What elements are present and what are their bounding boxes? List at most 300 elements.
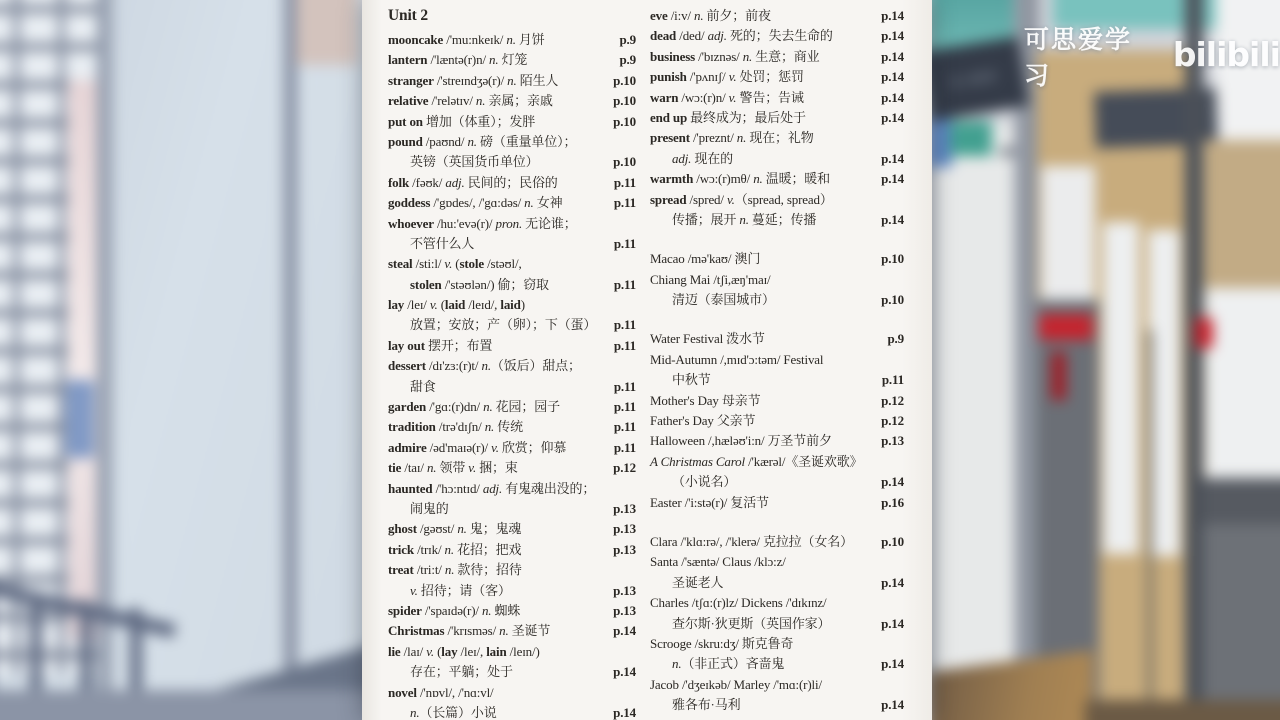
text-run: stranger: [388, 72, 434, 88]
text-run: (: [452, 256, 460, 272]
text-run: 雅各布·马利: [672, 697, 741, 713]
text-run: n.: [672, 656, 682, 672]
text-run: 传播；展开: [672, 211, 740, 227]
page-ref: p.11: [613, 317, 636, 333]
text-run: warn: [650, 89, 679, 105]
text-run: /wɔ:(r)n/: [678, 89, 729, 105]
vocab-text: [388, 540, 521, 560]
vocab-line: [388, 152, 636, 172]
vocab-text: [388, 214, 577, 234]
vocab-text: [650, 249, 760, 269]
vocab-text: [650, 411, 755, 431]
vocab-text: [410, 703, 497, 720]
vocab-line: [650, 634, 904, 654]
text-run: /gəʊst/: [416, 521, 458, 537]
page-ref: p.11: [613, 439, 636, 455]
vocab-text: [388, 336, 492, 356]
vocab-line: [650, 411, 904, 431]
page-ref: p.13: [613, 602, 636, 618]
text-run: 磅（重量单位）；: [476, 133, 577, 149]
vocab-text: [410, 152, 539, 172]
vocab-line: [388, 71, 636, 91]
text-run: adj.: [482, 480, 503, 496]
text-run: garden: [388, 399, 427, 415]
vocab-text: [650, 452, 862, 472]
text-run: laid: [444, 297, 466, 313]
vocab-line: [650, 370, 904, 390]
vocab-text: [650, 532, 853, 552]
text-run: admire: [388, 439, 427, 455]
vocab-text: [388, 560, 522, 580]
corridor-pillar-2: [1185, 0, 1203, 720]
text-run: adj.: [672, 150, 692, 166]
page-ref: p.9: [619, 32, 636, 47]
text-run: ghost: [388, 521, 417, 537]
page-ref: p.11: [613, 419, 636, 435]
vocab-text: [672, 472, 736, 492]
page-ref: p.14: [613, 664, 636, 680]
top-left-object: [296, 0, 358, 65]
text-run: Mid-Autumn /,mɪd'ɔ:təm/ Festival: [650, 351, 824, 367]
text-run: laid: [500, 297, 521, 313]
text-run: pound: [388, 133, 423, 149]
vocab-column-right: [650, 6, 904, 716]
text-run: trick: [388, 541, 414, 557]
text-run: /'krɪsməs/: [444, 623, 500, 639]
text-run: n.: [484, 419, 495, 435]
text-run: 现在；礼物: [746, 130, 814, 146]
text-run: n.: [739, 211, 749, 227]
text-run: 花园；园子: [492, 399, 560, 415]
text-run: (: [433, 643, 442, 659]
text-run: /sti:l/: [412, 256, 445, 272]
page-ref: p.14: [881, 48, 904, 64]
page-ref: p.16: [881, 494, 904, 510]
text-run: eve: [650, 8, 668, 23]
vocab-line: [650, 108, 904, 128]
text-run: /'læntə(r)n/: [427, 52, 490, 68]
page-ref: p.10: [881, 251, 904, 267]
page-ref: p.14: [613, 623, 636, 639]
door-2-window-right: [1148, 230, 1180, 556]
vocab-text: [410, 234, 474, 254]
vocab-text: [650, 270, 771, 290]
page-ref: p.12: [881, 413, 904, 429]
vocab-line: [650, 675, 904, 695]
text-run: A Christmas Carol: [650, 453, 745, 469]
text-run: 现在的: [691, 150, 733, 166]
vocab-text: [388, 6, 428, 26]
text-run: 摆开；布置: [424, 337, 493, 353]
text-run: n.: [426, 460, 437, 476]
text-run: 查尔斯·狄更斯（英国作家）: [672, 615, 831, 631]
text-run: n.: [444, 541, 454, 557]
page-ref: p.12: [881, 392, 904, 408]
vocab-text: [672, 149, 733, 169]
text-run: n.: [481, 602, 492, 618]
vocab-line: [388, 234, 636, 254]
text-run: lay: [388, 297, 405, 313]
vocab-text: [650, 552, 786, 572]
text-run: n.: [742, 48, 753, 64]
vocab-line: [650, 391, 904, 411]
text-run: mooncake: [388, 32, 444, 47]
red-sign: [1039, 314, 1093, 340]
vocab-text: [388, 173, 558, 193]
text-run: （非正式）吝啬鬼: [681, 656, 785, 672]
text-run: /'streɪndʒə(r)/: [433, 72, 508, 88]
text-run: whoever: [388, 215, 434, 231]
text-run: 月饼: [515, 32, 545, 47]
page-ref: p.11: [613, 399, 636, 415]
vocab-text: [650, 108, 806, 128]
text-run: /hu:'evə(r)/: [433, 215, 496, 231]
text-run: n.: [467, 133, 477, 149]
vocab-line: [650, 472, 904, 492]
blue-patch: [66, 380, 94, 458]
text-run: Scrooge /skru:dʒ/ 斯克鲁奇: [650, 635, 794, 651]
vocab-line: [650, 47, 904, 67]
text-run: /i:v/: [667, 8, 694, 23]
text-run: 前夕；前夜: [703, 8, 771, 23]
text-run: haunted: [388, 480, 433, 496]
vocab-line: [650, 329, 904, 349]
text-run: (: [437, 297, 445, 313]
page-ref: p.13: [613, 500, 636, 516]
watermark-channel-name: 可思爱学习: [1024, 26, 1133, 90]
text-run: spider: [388, 602, 422, 618]
vocab-text: [388, 479, 595, 499]
text-run: 英镑（英国货币单位）: [410, 154, 539, 170]
text-run: lay out: [388, 337, 425, 353]
text-run: Jacob /'dʒeɪkəb/ Marley /'mɑ:(r)li/: [650, 676, 822, 692]
vocab-line: [388, 295, 636, 315]
vocab-line: [650, 573, 904, 593]
text-run: v.: [726, 191, 735, 207]
vocab-text: [388, 132, 576, 152]
text-run: /'pʌnɪʃ/: [686, 69, 729, 85]
page-ref: p.14: [881, 150, 904, 166]
vocab-text: [672, 370, 711, 390]
vocab-text: [388, 254, 522, 274]
text-run: 圣诞节: [508, 623, 551, 639]
page-ref: p.14: [881, 574, 904, 590]
vocab-line: [650, 290, 904, 310]
page-ref: p.14: [881, 28, 904, 44]
vocab-line: [650, 190, 904, 210]
text-run: 领带: [436, 460, 469, 476]
vocab-text: [650, 128, 814, 148]
text-run: /leɪ/,: [457, 643, 487, 659]
text-run: punish: [650, 69, 687, 85]
page-ref: p.14: [881, 171, 904, 187]
page-ref: p.13: [613, 541, 636, 557]
text-run: /paʊnd/: [422, 133, 468, 149]
text-run: 鬼；鬼魂: [466, 521, 522, 537]
text-run: folk: [388, 174, 410, 190]
vocab-text: [410, 581, 511, 601]
text-run: Halloween /,hæləʊ'i:n/ 万圣节前夕: [650, 433, 832, 449]
vocab-line: [388, 581, 636, 601]
vocab-line: [388, 377, 636, 397]
text-run: Christmas: [388, 623, 445, 639]
text-run: n.: [444, 562, 455, 578]
vocab-text: [672, 290, 775, 310]
text-run: put on: [388, 113, 423, 129]
text-run: relative: [388, 93, 429, 109]
vocab-text: [388, 438, 566, 458]
vocab-line: [388, 214, 636, 234]
page-ref: p.14: [881, 656, 904, 672]
text-run: v.: [444, 256, 453, 272]
text-run: /trə'dɪʃn/: [435, 419, 485, 435]
vocab-line: [650, 614, 904, 634]
text-run: n.: [507, 72, 517, 88]
text-run: /'hɔ:ntɪd/: [432, 480, 483, 496]
page-ref: p.11: [613, 337, 636, 353]
vocab-text: [650, 169, 830, 189]
door-2-window-left: [1103, 222, 1139, 554]
page-ref: p.13: [613, 521, 636, 537]
text-run: 亲属；亲戚: [485, 93, 553, 109]
text-run: /'bɪznəs/: [695, 48, 743, 64]
page-ref: p.14: [881, 89, 904, 105]
text-run: 传统: [494, 419, 523, 435]
vocab-line: [388, 417, 636, 437]
vocab-line: [388, 621, 636, 641]
vocab-line: [388, 662, 636, 682]
text-run: （小说名）: [672, 474, 737, 490]
text-run: Santa /'sæntə/ Claus /klɔ:z/: [650, 554, 786, 570]
vocab-line: [388, 601, 636, 621]
text-run: 民间的；民俗的: [464, 174, 558, 190]
vocab-line: [388, 458, 636, 478]
text-run: /dɪ'zɜ:(r)t/: [425, 358, 482, 374]
vocab-line: [650, 431, 904, 451]
text-run: /stəʊl/,: [484, 256, 522, 272]
text-run: n.: [410, 704, 420, 720]
text-run: end up: [650, 109, 688, 125]
page-ref: p.14: [881, 615, 904, 631]
vocab-text: [388, 91, 553, 111]
vocab-text: [388, 397, 560, 417]
door-2-seam: [1148, 330, 1152, 720]
vocab-text: [650, 26, 833, 46]
vocab-line: [650, 654, 904, 674]
text-run: n.: [481, 358, 491, 374]
text-run: /'mu:nkeɪk/: [443, 32, 507, 47]
vocab-text: [672, 695, 740, 715]
text-run: lie: [388, 643, 401, 659]
text-run: dessert: [388, 358, 426, 374]
text-run: /wɔ:(r)mθ/: [693, 171, 754, 187]
textbook-page: [362, 0, 932, 720]
text-run: /leɪn/): [506, 643, 540, 659]
vocab-text: [650, 6, 771, 26]
vocab-text: [388, 417, 523, 437]
corridor-pillar: [1014, 0, 1038, 720]
page-ref: p.9: [619, 52, 636, 68]
vocab-line: [388, 275, 636, 295]
vocab-text: [650, 675, 822, 695]
vocab-line: [388, 315, 636, 335]
text-run: n.: [736, 130, 747, 146]
vocab-line: [650, 493, 904, 513]
text-run: 欣赏；仰慕: [498, 439, 567, 455]
text-run: spread: [650, 191, 687, 207]
page-ref: p.11: [613, 378, 636, 394]
page-ref: p.9: [887, 331, 904, 347]
page-ref: p.14: [613, 704, 636, 720]
text-run: 蔓延；传播: [748, 211, 817, 227]
vocab-line: [388, 499, 636, 519]
text-run: 闹鬼的: [410, 500, 449, 516]
text-run: n.: [694, 8, 704, 23]
vocab-line: [388, 642, 636, 662]
watermark: [1024, 20, 1280, 92]
page-ref: p.14: [881, 8, 904, 23]
text-run: 款待；招待: [454, 562, 522, 578]
text-run: /'kærəl/《圣诞欢歌》: [744, 453, 863, 469]
text-run: 清迈（泰国城市）: [672, 292, 775, 308]
wood-floor-far: [1085, 700, 1280, 720]
text-run: /leɪd/,: [465, 297, 501, 313]
vocab-text: [672, 614, 830, 634]
text-run: tie: [388, 460, 402, 476]
vocab-line: [388, 336, 636, 356]
text-run: Clara /'klɑ:rə/, /'klerə/ 克拉拉（女名）: [650, 533, 853, 549]
vocab-text: [388, 519, 521, 539]
red-handle: [1051, 352, 1066, 400]
red-sign-far: [1195, 318, 1213, 348]
text-run: n.: [483, 399, 493, 415]
vocab-line: [650, 149, 904, 169]
vocab-text: [388, 356, 581, 376]
door-3-frame: [1203, 478, 1280, 530]
text-run: 不管什么人: [410, 235, 475, 251]
page-ref: p.11: [613, 195, 636, 211]
vocab-text: [650, 88, 804, 108]
vocab-line: [650, 210, 904, 230]
page-ref: p.14: [881, 211, 904, 227]
vocab-text: [388, 601, 520, 621]
text-run: stole: [459, 256, 484, 272]
vocab-text: [410, 275, 549, 295]
vocab-text: [650, 350, 823, 370]
vocab-line: [388, 703, 636, 720]
text-run: Water Festival 泼水节: [650, 331, 765, 347]
page-ref: p.13: [881, 433, 904, 449]
text-run: 招待；请（客）: [417, 582, 511, 598]
vocab-text: [672, 573, 723, 593]
text-run: n.: [499, 623, 509, 639]
text-run: v.: [491, 439, 499, 455]
text-run: /'relətɪv/: [428, 93, 476, 109]
vocab-text: [388, 50, 527, 70]
page-ref: p.11: [881, 372, 904, 388]
door-1-window: [1041, 166, 1095, 302]
text-run: lain: [486, 643, 507, 659]
text-run: Macao /mə'kaʊ/ 澳门: [650, 251, 761, 267]
floor-left: [0, 690, 400, 720]
vocab-line: [388, 356, 636, 376]
text-run: n.: [753, 171, 763, 187]
page-ref: p.10: [881, 533, 904, 549]
text-run: 捆；束: [476, 460, 518, 476]
text-run: n.: [457, 521, 467, 537]
page-ref: p.11: [613, 276, 636, 292]
text-run: 圣诞老人: [672, 574, 724, 590]
page-ref: p.14: [881, 69, 904, 85]
vocab-text: [388, 71, 558, 91]
text-run: pron.: [495, 215, 523, 231]
door-3-lower-panel: [1203, 524, 1280, 720]
text-run: n.: [475, 93, 486, 109]
text-run: n.: [489, 52, 499, 68]
text-run: v.: [429, 297, 438, 313]
text-run: present: [650, 130, 690, 146]
page-ref: p.11: [613, 174, 636, 190]
text-run: 处罚；惩罚: [736, 69, 804, 85]
vocab-text: [650, 493, 769, 513]
vocab-line: [650, 270, 904, 290]
text-run: 甜食: [410, 378, 436, 394]
vocab-text: [388, 642, 540, 662]
page-ref: p.12: [613, 460, 636, 476]
vocab-text: [650, 593, 827, 613]
text-run: （长篇）小说: [419, 704, 497, 720]
text-run: v.: [468, 460, 477, 476]
text-run: 增加（体重）；发胖: [422, 113, 536, 129]
vocab-line: [650, 452, 904, 472]
page-ref: p.13: [613, 582, 636, 598]
vocab-line: [388, 91, 636, 111]
text-run: /'spaɪdə(r)/: [421, 602, 482, 618]
text-run: 蜘蛛: [491, 602, 521, 618]
page-ref: p.10: [613, 113, 636, 129]
vocab-line: [650, 88, 904, 108]
vocab-line: [388, 397, 636, 417]
room-number-text: 5-404: [951, 66, 997, 92]
vocab-line: [388, 683, 636, 703]
teal-accent: [950, 121, 992, 156]
vocab-text: [650, 431, 832, 451]
vocab-text: [388, 295, 525, 315]
text-run: lay: [441, 643, 458, 659]
vocab-text: [410, 315, 596, 335]
vocab-line: [388, 540, 636, 560]
vocab-line: [650, 593, 904, 613]
vocab-line: [650, 249, 904, 269]
text-run: 最终成为；最后处于: [687, 109, 806, 125]
text-run: v.: [728, 69, 737, 85]
vocab-line: [388, 30, 636, 50]
text-run: v.: [410, 582, 418, 598]
text-run: /fəʊk/: [409, 174, 446, 190]
unit-title: [388, 6, 636, 30]
vocab-text: [388, 458, 518, 478]
vocab-text: [410, 662, 513, 682]
wall-seam: [284, 0, 297, 720]
vocab-line: [388, 560, 636, 580]
text-run: goddess: [388, 195, 431, 211]
vocab-line: [650, 6, 904, 26]
vocab-line: [650, 552, 904, 572]
bilibili-logo: bilibili: [1172, 34, 1280, 74]
page-ref: p.11: [613, 235, 636, 251]
vocab-line: [388, 438, 636, 458]
vocab-text: [388, 621, 550, 641]
